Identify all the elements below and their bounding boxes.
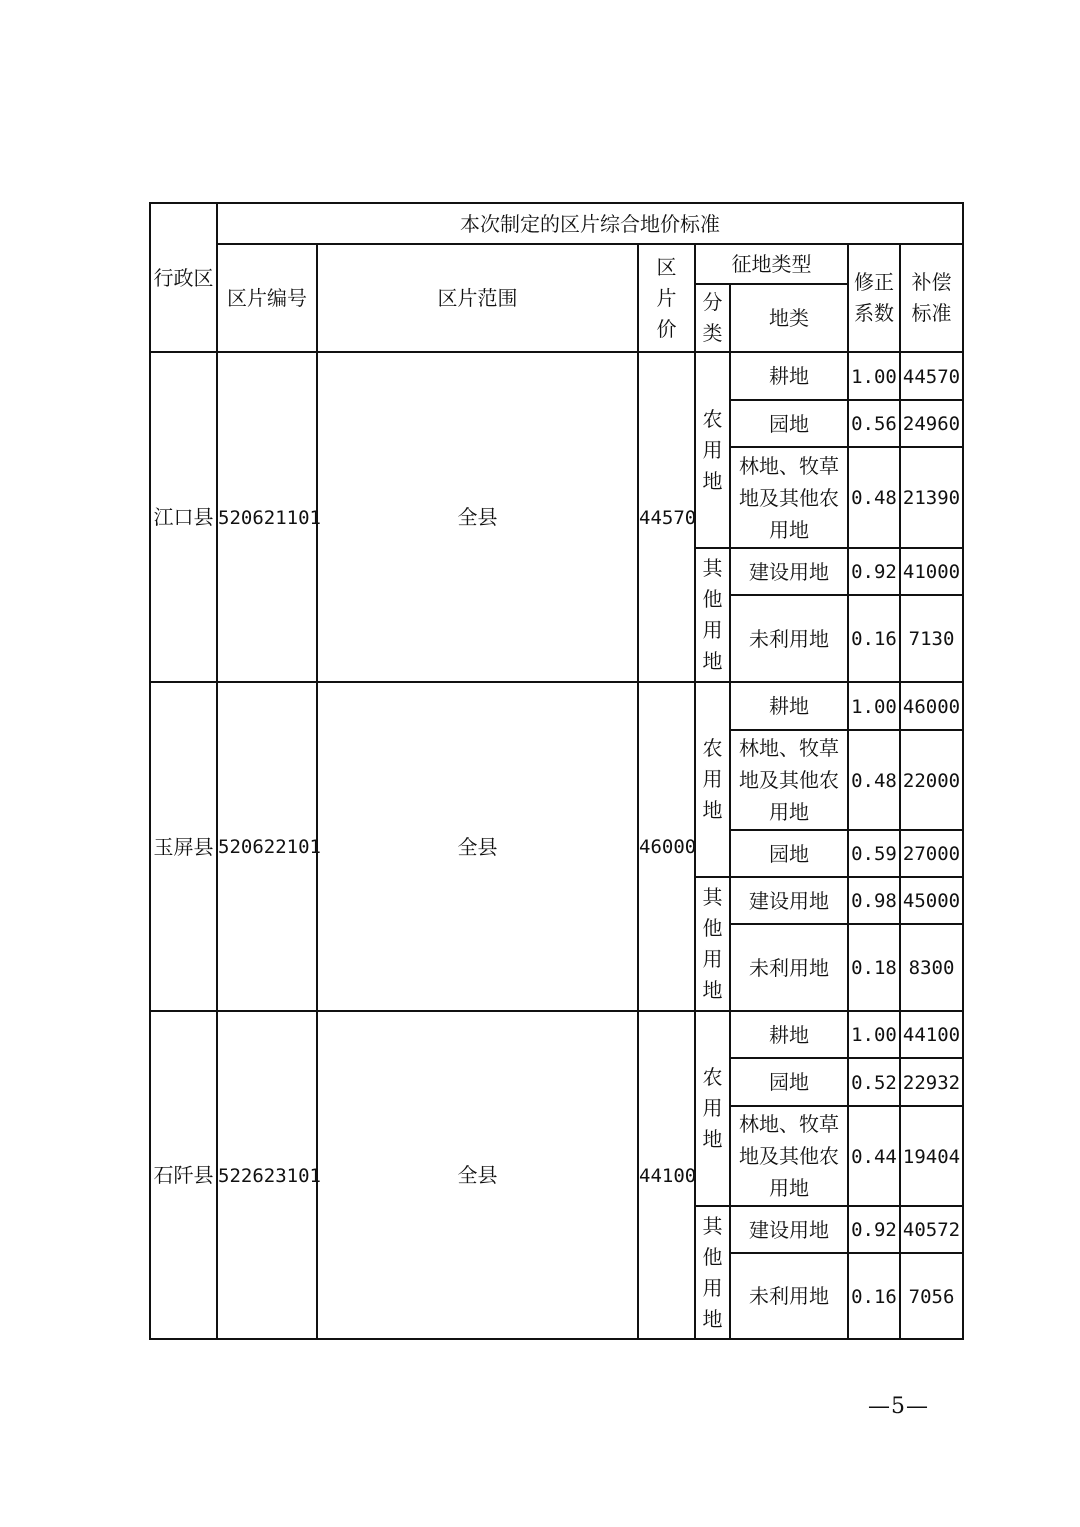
land-class-text: 未利用地 — [749, 955, 829, 980]
land-class-text: 园地 — [769, 411, 809, 436]
comp-cell — [900, 352, 963, 400]
comp-text: 40572 — [902, 1219, 961, 1242]
header-coefficient — [848, 244, 900, 352]
land-class-cell — [730, 924, 848, 1011]
table-row — [150, 682, 963, 730]
coef-text: 0.92 — [851, 1219, 897, 1242]
region-code-text: 520621101 — [218, 506, 321, 529]
land-class-cell — [730, 352, 848, 400]
category-text: 其他用地 — [702, 556, 723, 673]
header-compensation-text: 补偿标准 — [911, 270, 952, 325]
header-land-type-group — [695, 244, 848, 284]
coef-cell — [848, 877, 900, 924]
land-class-cell — [730, 1206, 848, 1253]
comp-text: 41000 — [902, 561, 961, 584]
land-class-text: 林地、牧草地及其他农用地 — [739, 736, 839, 824]
land-class-cell — [730, 682, 848, 730]
coef-cell — [848, 730, 900, 830]
coef-cell — [848, 924, 900, 1011]
region-name-text: 石阡县 — [153, 1163, 214, 1187]
header-zone-code-text: 区片编号 — [227, 286, 307, 310]
comp-cell — [900, 1253, 963, 1339]
land-class-cell — [730, 447, 848, 548]
comp-text: 7130 — [908, 628, 955, 651]
comp-cell — [900, 447, 963, 548]
coef-text: 1.00 — [851, 1024, 897, 1047]
region-price — [638, 352, 695, 682]
land-class-text: 未利用地 — [749, 626, 829, 651]
page-number: —5— — [868, 1394, 929, 1419]
header-main-title — [217, 203, 963, 244]
comp-text: 44100 — [902, 1024, 961, 1047]
land-class-cell — [730, 730, 848, 830]
coef-text: 0.52 — [851, 1071, 897, 1094]
region-name-text: 玉屏县 — [153, 834, 214, 859]
category-cell — [695, 682, 730, 877]
land-class-cell — [730, 877, 848, 924]
land-class-text: 建设用地 — [749, 888, 829, 913]
land-class-text: 耕地 — [769, 1022, 809, 1047]
coef-cell — [848, 548, 900, 595]
land-class-text: 建设用地 — [749, 559, 829, 584]
coef-text: 1.00 — [851, 365, 897, 388]
comp-cell — [900, 1011, 963, 1058]
header-category — [695, 284, 730, 352]
land-class-text: 园地 — [769, 841, 809, 866]
header-zone-price — [638, 244, 695, 352]
header-admin-region — [150, 203, 217, 352]
comp-cell — [900, 548, 963, 595]
coef-cell — [848, 447, 900, 548]
land-class-text: 林地、牧草地及其他农用地 — [739, 1112, 839, 1200]
coef-text: 0.16 — [851, 628, 897, 651]
comp-text: 8300 — [908, 957, 955, 980]
category-cell — [695, 1206, 730, 1339]
land-class-cell — [730, 1011, 848, 1058]
coef-text: 0.18 — [851, 957, 897, 980]
region-code-text: 520622101 — [218, 836, 321, 859]
coef-cell — [848, 1106, 900, 1206]
land-class-cell — [730, 830, 848, 877]
coef-text: 1.00 — [851, 695, 897, 718]
category-cell — [695, 548, 730, 682]
region-name — [150, 682, 217, 1011]
comp-text: 27000 — [902, 843, 961, 866]
region-scope — [317, 1011, 638, 1339]
coef-cell — [848, 1058, 900, 1106]
comp-cell — [900, 682, 963, 730]
header-main-title-text: 本次制定的区片综合地价标准 — [460, 211, 721, 236]
header-zone-code — [217, 244, 317, 352]
header-zone-price-text: 区片价 — [656, 254, 677, 341]
coef-cell — [848, 1011, 900, 1058]
category-text: 农用地 — [702, 736, 723, 822]
region-scope — [317, 682, 638, 1011]
comp-text: 7056 — [908, 1285, 955, 1308]
coef-text: 0.98 — [851, 890, 897, 913]
comp-text: 46000 — [902, 695, 961, 718]
region-scope-text: 全县 — [457, 1163, 498, 1187]
header-coefficient-text: 修正系数 — [854, 270, 894, 325]
comp-cell — [900, 400, 963, 447]
coef-text: 0.16 — [851, 1285, 897, 1308]
comp-text: 22000 — [902, 769, 961, 792]
land-class-cell — [730, 548, 848, 595]
header-row-1 — [150, 203, 963, 244]
category-cell — [695, 877, 730, 1011]
category-text: 农用地 — [702, 406, 723, 493]
header-admin-region-text: 行政区 — [153, 265, 214, 290]
coef-cell — [848, 400, 900, 447]
header-row-2 — [150, 244, 963, 284]
category-text: 其他用地 — [702, 885, 723, 1002]
land-class-text: 耕地 — [769, 364, 809, 388]
comp-cell — [900, 595, 963, 682]
region-name — [150, 1011, 217, 1339]
land-class-text: 耕地 — [769, 694, 809, 718]
region-code-text: 522623101 — [218, 1164, 321, 1187]
coef-text: 0.48 — [851, 769, 897, 792]
region-name — [150, 352, 217, 682]
coef-cell — [848, 1253, 900, 1339]
comp-text: 24960 — [902, 413, 961, 436]
comp-cell — [900, 1106, 963, 1206]
comp-cell — [900, 1058, 963, 1106]
region-scope — [317, 352, 638, 682]
land-class-text: 林地、牧草地及其他农用地 — [739, 453, 839, 542]
comp-cell — [900, 730, 963, 830]
land-class-text: 建设用地 — [749, 1217, 829, 1242]
coef-cell — [848, 682, 900, 730]
comp-text: 22932 — [902, 1071, 961, 1094]
category-text: 农用地 — [702, 1065, 723, 1151]
coef-cell — [848, 830, 900, 877]
category-text: 其他用地 — [702, 1213, 723, 1331]
comp-cell — [900, 924, 963, 1011]
header-zone-scope — [317, 244, 638, 352]
region-scope-text: 全县 — [457, 505, 498, 529]
header-land-class — [730, 284, 848, 352]
coef-cell — [848, 595, 900, 682]
land-class-cell — [730, 400, 848, 447]
region-price-text: 44570 — [639, 506, 697, 529]
table-row — [150, 352, 963, 400]
region-code — [217, 682, 321, 1011]
comp-text: 19404 — [902, 1145, 961, 1168]
region-code — [217, 352, 321, 682]
land-price-table — [149, 202, 964, 1340]
header-land-type-group-text: 征地类型 — [731, 252, 812, 276]
land-class-text: 未利用地 — [749, 1284, 829, 1308]
land-class-cell — [730, 595, 848, 682]
region-name-text: 江口县 — [153, 505, 214, 529]
region-price-text: 46000 — [639, 836, 697, 859]
region-price — [638, 1011, 695, 1339]
header-land-class-text: 地类 — [769, 306, 809, 330]
table-row — [150, 1011, 963, 1058]
comp-text: 44570 — [902, 365, 961, 388]
header-zone-scope-text: 区片范围 — [437, 286, 518, 310]
region-price — [638, 682, 695, 1011]
comp-text: 45000 — [902, 890, 961, 913]
region-code — [217, 1011, 321, 1339]
coef-text: 0.44 — [851, 1145, 897, 1168]
category-cell — [695, 1011, 730, 1206]
coef-text: 0.92 — [851, 561, 897, 584]
land-class-text: 园地 — [769, 1070, 809, 1094]
coef-text: 0.56 — [851, 413, 897, 436]
comp-cell — [900, 877, 963, 924]
land-class-cell — [730, 1058, 848, 1106]
coef-cell — [848, 1206, 900, 1253]
header-compensation — [900, 244, 963, 352]
region-scope-text: 全县 — [457, 834, 498, 859]
coef-cell — [848, 352, 900, 400]
comp-text: 21390 — [902, 487, 961, 510]
land-class-cell — [730, 1253, 848, 1339]
region-price-text: 44100 — [639, 1164, 697, 1187]
coef-text: 0.59 — [851, 843, 897, 866]
header-category-text: 分类 — [702, 290, 723, 345]
category-cell — [695, 352, 730, 548]
comp-cell — [900, 830, 963, 877]
comp-cell — [900, 1206, 963, 1253]
land-class-cell — [730, 1106, 848, 1206]
coef-text: 0.48 — [851, 487, 897, 510]
